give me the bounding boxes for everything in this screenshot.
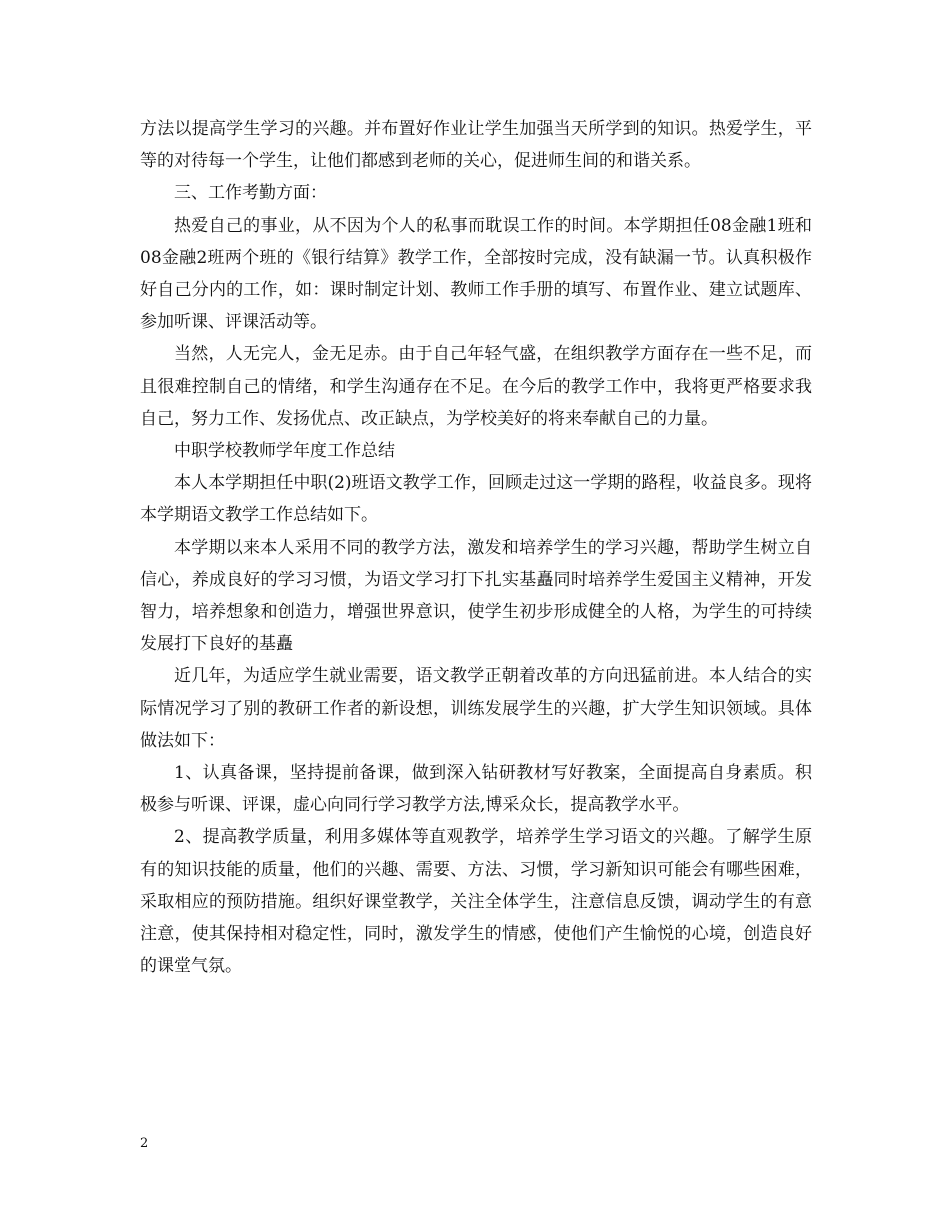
section-heading-attendance: 三、工作考勤方面： <box>174 183 327 204</box>
page-number: 2 <box>140 1136 149 1151</box>
document-body <box>140 113 812 982</box>
paragraph-intro: 本人本学期担任中职(2)班语文教学工作，回顾走过这一学期的路程，收益良多。现将本学期语文教学工作总结如下。 <box>140 473 812 526</box>
paragraph-self-reflection: 当然，人无完人，金无足赤。由于自己年轻气盛，在组织教学方面存在一些不足，而且很难控制自己的情绪，和学生沟通存在不足。在今后的教学工作中，我将更严格要求我自己，努力工作、发扬优点、改正缺点，为学校美好的将来奉献自己的力量。 <box>140 344 812 429</box>
document-title-summary: 中职学校教师学年度工作总结 <box>174 441 395 462</box>
paragraph-teaching-methods: 本学期以来本人采用不同的教学方法，激发和培养学生的学习兴趣，帮助学生树立自信心，养成良好的学习习惯，为语文学习打下扎实基矗同时培养学生爱国主义精神，开发智力，培养想象和创造力，增强世界意识，使学生初步形成健全的人格，为学生的可持续发展打下良好的基矗 <box>140 537 812 655</box>
paragraph-reform: 近几年，为适应学生就业需要，语文教学正朝着改革的方向迅猛前进。本人结合的实际情况学习了别的教研工作者的新设想，训练发展学生的兴趣，扩大学生知识领域。具体做法如下： <box>140 666 812 751</box>
paragraph-attendance: 热爱自己的事业，从不因为个人的私事而耽误工作的时间。本学期担任08金融1班和08金融2班两个班的《银行结算》教学工作，全部按时完成，没有缺漏一节。认真积极作好自己分内的工作，如：课时制定计划、教师工作手册的填写、布置作业、建立试题库、参加听课、评课活动等。 <box>140 215 812 333</box>
paragraph-teaching-quality: 2、提高教学质量，利用多媒体等直观教学，培养学生学习语文的兴趣。了解学生原有的知识技能的质量，他们的兴趣、需要、方法、习惯，学习新知识可能会有哪些困难，采取相应的预防措施。组织好课堂教学，关注全体学生，注意信息反馈，调动学生的有意注意，使其保持相对稳定性，同时，激发学生的情感，使他们产生愉悦的心境，创造良好的课堂气氛。 <box>140 827 812 977</box>
paragraph-student-interest: 方法以提高学生学习的兴趣。并布置好作业让学生加强当天所学到的知识。热爱学生，平等的对待每一个学生，让他们都感到老师的关心，促进师生间的和谐关系。 <box>140 119 812 172</box>
paragraph-lesson-prep: 1、认真备课，坚持提前备课，做到深入钻研教材写好教案，全面提高自身素质。积极参与听课、评课，虚心向同行学习教学方法,博采众长，提高教学水平。 <box>140 763 812 816</box>
